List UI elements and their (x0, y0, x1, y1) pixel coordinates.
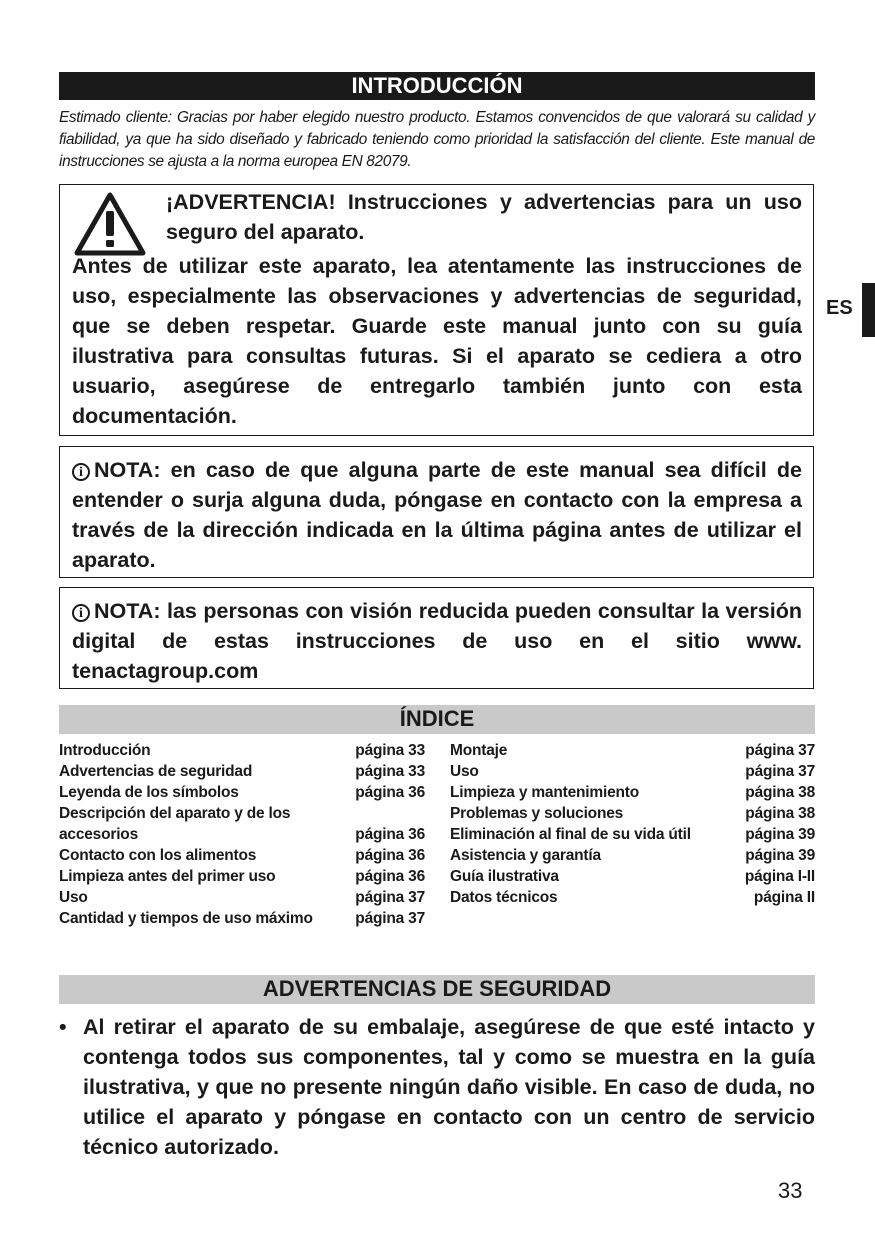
index-heading: ÍNDICE (59, 705, 815, 734)
index-item[interactable]: Uso página 37 (450, 763, 815, 780)
safety-bullet-list (59, 1012, 815, 1162)
intro-text: Estimado cliente: Gracias por haber elegido nuestro producto. Estamos convencidos de que valorará su calidad y fiabilidad, ya que ha sido diseñado y fabricado teniendo como prioridad la satisfacción del cliente. Este manual de instrucciones se ajusta a la norma europea EN 82079. (59, 109, 815, 170)
index-item[interactable]: Contacto con los alimentos página 36 (59, 847, 425, 864)
warning-body: Antes de utilizar este aparato, lea atentamente las instrucciones de uso, especialmente las observaciones y advertencias de seguridad, que se deben respetar. Guarde este manual junto con su guía ilustrativa para consultas futuras. Si el aparato se cediera a otro usuario, asegúrese de entregarlo también junto con esta documentación. (72, 254, 802, 428)
note-2-text: NOTA: las personas con visión reducida pueden consultar la versión digital de estas instrucciones de uso en el sitio www. tenactagroup.com (72, 599, 802, 683)
note-box-2 (59, 587, 814, 689)
index-right-column (450, 740, 815, 908)
index-item[interactable]: Eliminación al final de su vida útil página 39 (450, 826, 815, 843)
language-tab-marker (862, 283, 875, 337)
note-2 (72, 596, 802, 686)
note-1 (72, 455, 802, 575)
index-item[interactable]: Problemas y soluciones página 38 (450, 805, 815, 822)
index-item[interactable]: Introducción página 33 (59, 742, 425, 759)
warning-title: ¡ADVERTENCIA! Instrucciones y advertencias para un uso seguro del aparato. (166, 190, 802, 244)
index-item[interactable]: accesorios página 36 (59, 826, 425, 843)
intro-heading: INTRODUCCIÓN (59, 72, 815, 100)
index-item[interactable]: Asistencia y garantía página 39 (450, 847, 815, 864)
note-1-text: NOTA: en caso de que alguna parte de este manual sea difícil de entender o surja alguna duda, póngase en contacto con la empresa a través de la dirección indicada en la última página antes de utilizar el aparato. (72, 458, 802, 572)
warning-box (59, 184, 814, 436)
language-tab-label: ES (826, 297, 853, 319)
warning-triangle-icon (74, 191, 146, 257)
index-item[interactable]: Limpieza y mantenimiento página 38 (450, 784, 815, 801)
bullet-icon: • (59, 1015, 67, 1039)
info-icon: i (72, 463, 90, 481)
note-box-1 (59, 446, 814, 578)
index-item[interactable]: Guía ilustrativa página I-II (450, 868, 815, 885)
index-item[interactable]: Montaje página 37 (450, 742, 815, 759)
index-item[interactable]: Descripción del aparato y de los (59, 805, 291, 822)
list-item (59, 1012, 815, 1162)
page-number: 33 (778, 1178, 803, 1203)
info-icon: i (72, 604, 90, 622)
index-item[interactable]: Datos técnicos página II (450, 889, 815, 906)
index-item[interactable]: Cantidad y tiempos de uso máximo página 37 (59, 910, 425, 927)
index-left-column (59, 740, 425, 929)
safety-bullet-text: Al retirar el aparato de su embalaje, asegúrese de que esté intacto y contenga todos sus componentes, tal y como se muestra en la guía ilustrativa, y que no presente ningún daño visible. En caso de duda, no utilice el aparato y póngase en contacto con un centro de servicio técnico autorizado. (83, 1015, 815, 1159)
index-item[interactable]: Uso página 37 (59, 889, 425, 906)
index-item[interactable]: Limpieza antes del primer uso página 36 (59, 868, 425, 885)
index-item[interactable]: Leyenda de los símbolos página 36 (59, 784, 425, 801)
safety-heading: ADVERTENCIAS DE SEGURIDAD (59, 975, 815, 1004)
index-item[interactable]: Advertencias de seguridad página 33 (59, 763, 425, 780)
